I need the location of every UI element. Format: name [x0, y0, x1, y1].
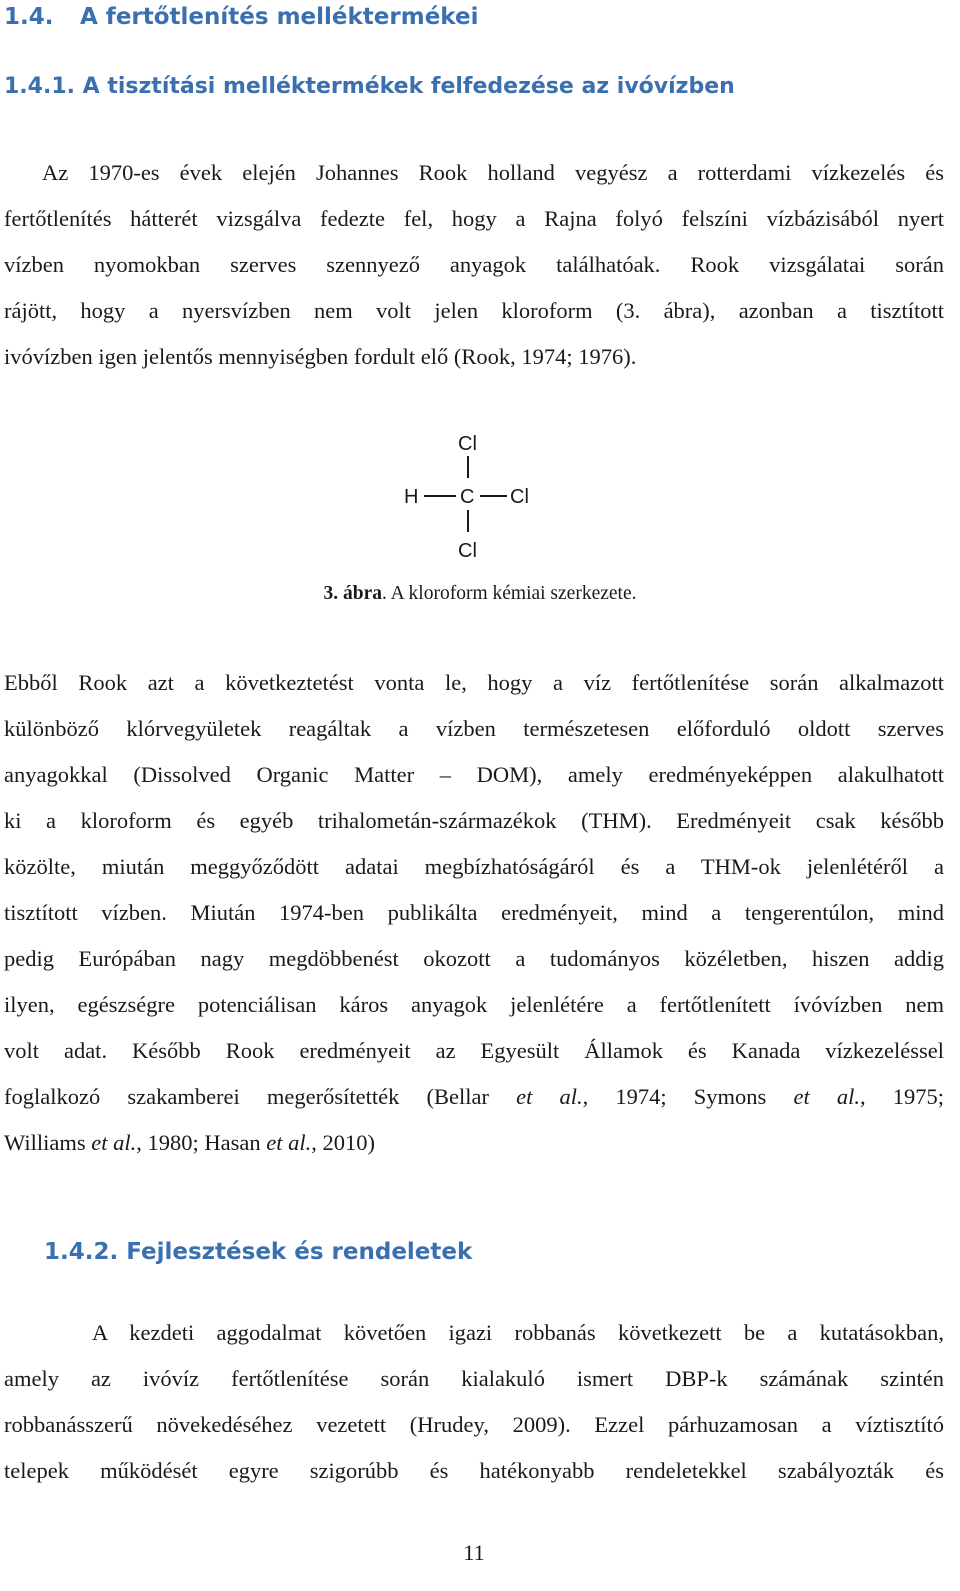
- paragraph-line: volt adat. Később Rook eredményeit az Egyesült Államok és Kanada vízkezeléssel: [4, 1038, 944, 1063]
- atom-center: C: [460, 486, 475, 508]
- paragraph-line: közölte, miután meggyőződött adatai megbízhatóságáról és a THM-ok jelenlétéről a: [4, 854, 944, 879]
- paragraph-line: amely az ivóvíz fertőtlenítése során kialakuló ismert DBP-k számának szintén: [4, 1366, 944, 1391]
- paragraph-line: fertőtlenítés hátterét vizsgálva fedezte fel, hogy a Rajna folyó felszíni vízbázisából nyert: [4, 206, 944, 231]
- chloroform-structure-figure: [400, 426, 540, 566]
- text-run: , 1980; Hasan: [136, 1130, 267, 1155]
- paragraph-line: pedig Európában nagy megdöbbenést okozott a tudományos közéletben, hiszen addig: [4, 946, 944, 971]
- paragraph-2: [4, 660, 944, 1166]
- text-run: , 2010): [311, 1130, 375, 1155]
- text-run: Williams: [4, 1130, 92, 1155]
- figure-caption: [0, 583, 960, 605]
- paragraph-3: [4, 1310, 944, 1494]
- paragraph-line: vízben nyomokban szerves szennyező anyagok találhatóak. Rook vizsgálatai során: [4, 252, 944, 277]
- section-title: A fertőtlenítés melléktermékei: [80, 4, 479, 30]
- caption-label: 3. ábra: [323, 583, 382, 604]
- paragraph-line: Ebből Rook azt a következtetést vonta le, hogy a víz fertőtlenítése során alkalmazott: [4, 670, 944, 695]
- paragraph-line: A kezdeti aggodalmat követően igazi robbanás következett be a kutatásokban,: [92, 1320, 944, 1345]
- paragraph-line: ilyen, egészségre potenciálisan káros anyagok jelenlétére a fertőtlenített ívóvízben nem: [4, 992, 944, 1017]
- page-number: 11: [463, 1540, 485, 1565]
- caption-text: . A kloroform kémiai szerkezete.: [382, 583, 637, 604]
- italic-et-al: et al.: [266, 1130, 312, 1155]
- paragraph-line: Az 1970-es évek elején Johannes Rook holland vegyész a rotterdami vízkezelés és: [42, 160, 944, 185]
- paragraph-line: különböző klórvegyületek reagáltak a vízben természetesen előforduló oldott szerves: [4, 716, 944, 741]
- italic-et-al: et al.: [516, 1084, 583, 1109]
- paragraph-line: ivóvízben igen jelentős mennyiségben fordult elő (Rook, 1974; 1976).: [4, 344, 637, 369]
- paragraph-line-citations: [4, 1074, 944, 1120]
- atom-right: Cl: [510, 486, 529, 508]
- atom-left: H: [404, 486, 419, 508]
- atom-bottom: Cl: [458, 540, 477, 562]
- paragraph-line-citations: [4, 1120, 944, 1166]
- paragraph-line: anyagokkal (Dissolved Organic Matter – DOM), amely eredményeképpen alakulhatott: [4, 762, 944, 787]
- atom-top: Cl: [458, 433, 477, 455]
- paragraph-line: telepek működését egyre szigorúbb és hatékonyabb rendeletekkel szabályozták és: [4, 1458, 944, 1483]
- text-run: foglalkozó szakamberei megerősítették (Bellar: [4, 1084, 517, 1109]
- subsection-heading-1: 1.4.1. A tisztítási melléktermékek felfedezése az ivóvízben: [4, 74, 735, 99]
- paragraph-line: robbanásszerű növekedéséhez vezetett (Hrudey, 2009). Ezzel párhuzamosan a víztisztító: [4, 1412, 944, 1437]
- text-run: , 1975;: [859, 1084, 944, 1109]
- text-run: , 1974; Symons: [582, 1084, 794, 1109]
- paragraph-line: rájött, hogy a nyersvízben nem volt jelen kloroform (3. ábra), azonban a tisztított: [4, 298, 944, 323]
- paragraph-1: [4, 150, 944, 380]
- section-heading: [4, 4, 478, 30]
- italic-et-al: et al.: [793, 1084, 860, 1109]
- section-number: 1.4.: [4, 4, 54, 30]
- paragraph-line: ki a kloroform és egyéb trihalometán-származékok (THM). Eredményeit csak később: [4, 808, 944, 833]
- italic-et-al: et al.: [91, 1130, 137, 1155]
- subsection-heading-2: 1.4.2. Fejlesztések és rendeletek: [44, 1239, 473, 1265]
- paragraph-line: tisztított vízben. Miután 1974-ben publikálta eredményeit, mind a tengerentúlon, mind: [4, 900, 944, 925]
